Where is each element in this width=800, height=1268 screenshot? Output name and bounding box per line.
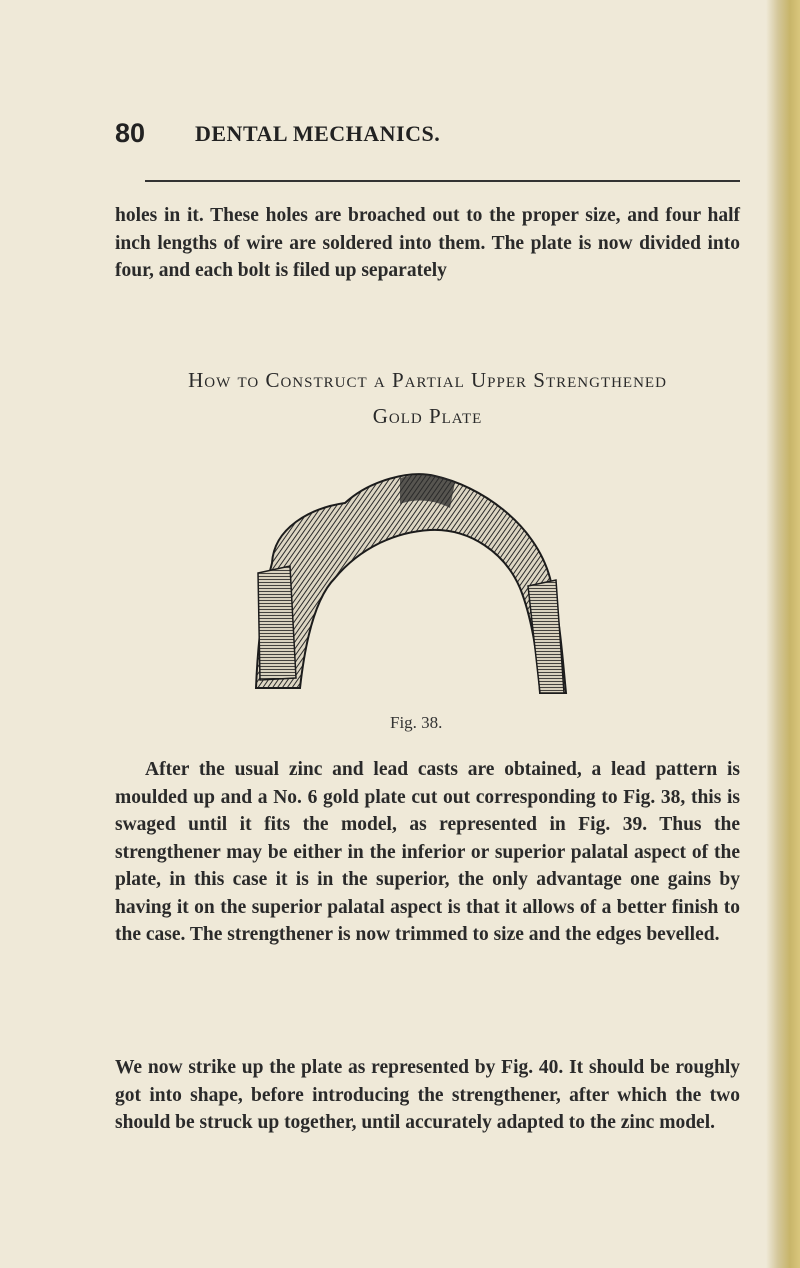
running-head: DENTAL MECHANICS. <box>195 121 441 146</box>
paragraph-2: After the usual zinc and lead casts are obtained, a lead pattern is moulded up and a No. 6 gold plate cut out corresponding to Fig. 38, this is swaged until it fits the model, as represented in Fig. 39. Thus the strengthener may be either in the inferior or superior palatal aspect of the plate, in this case it is in the superior, the only advantage one gains by having it on the superior palatal aspect is that it allows of a better finish to the case. The strengthener is now trimmed to size and the edges bevelled. <box>115 759 740 945</box>
header-rule <box>145 180 740 182</box>
section-title-line-2: Gold Plate <box>372 404 483 428</box>
paragraph-1: holes in it. These holes are broached out to the proper size, and four half inch lengths of wire are soldered into them. The plate is now divided into four, and each bolt is filed up separately <box>115 205 740 281</box>
paragraph-3: We now strike up the plate as represented by Fig. 40. It should be roughly got into shape, before introducing the strengthener, after which the two should be struck up together, until accurately adapted to the zinc model. <box>115 1057 740 1133</box>
figure-caption: Fig. 38. <box>390 713 443 732</box>
page-edge <box>766 0 800 1268</box>
section-title-line-1: How to Construct a Partial Upper Strengthened <box>188 368 667 392</box>
figure-38-illustration <box>250 468 590 703</box>
page-header <box>115 118 740 150</box>
page-number: 80 <box>115 118 146 148</box>
gold-plate-drawing <box>250 468 590 703</box>
